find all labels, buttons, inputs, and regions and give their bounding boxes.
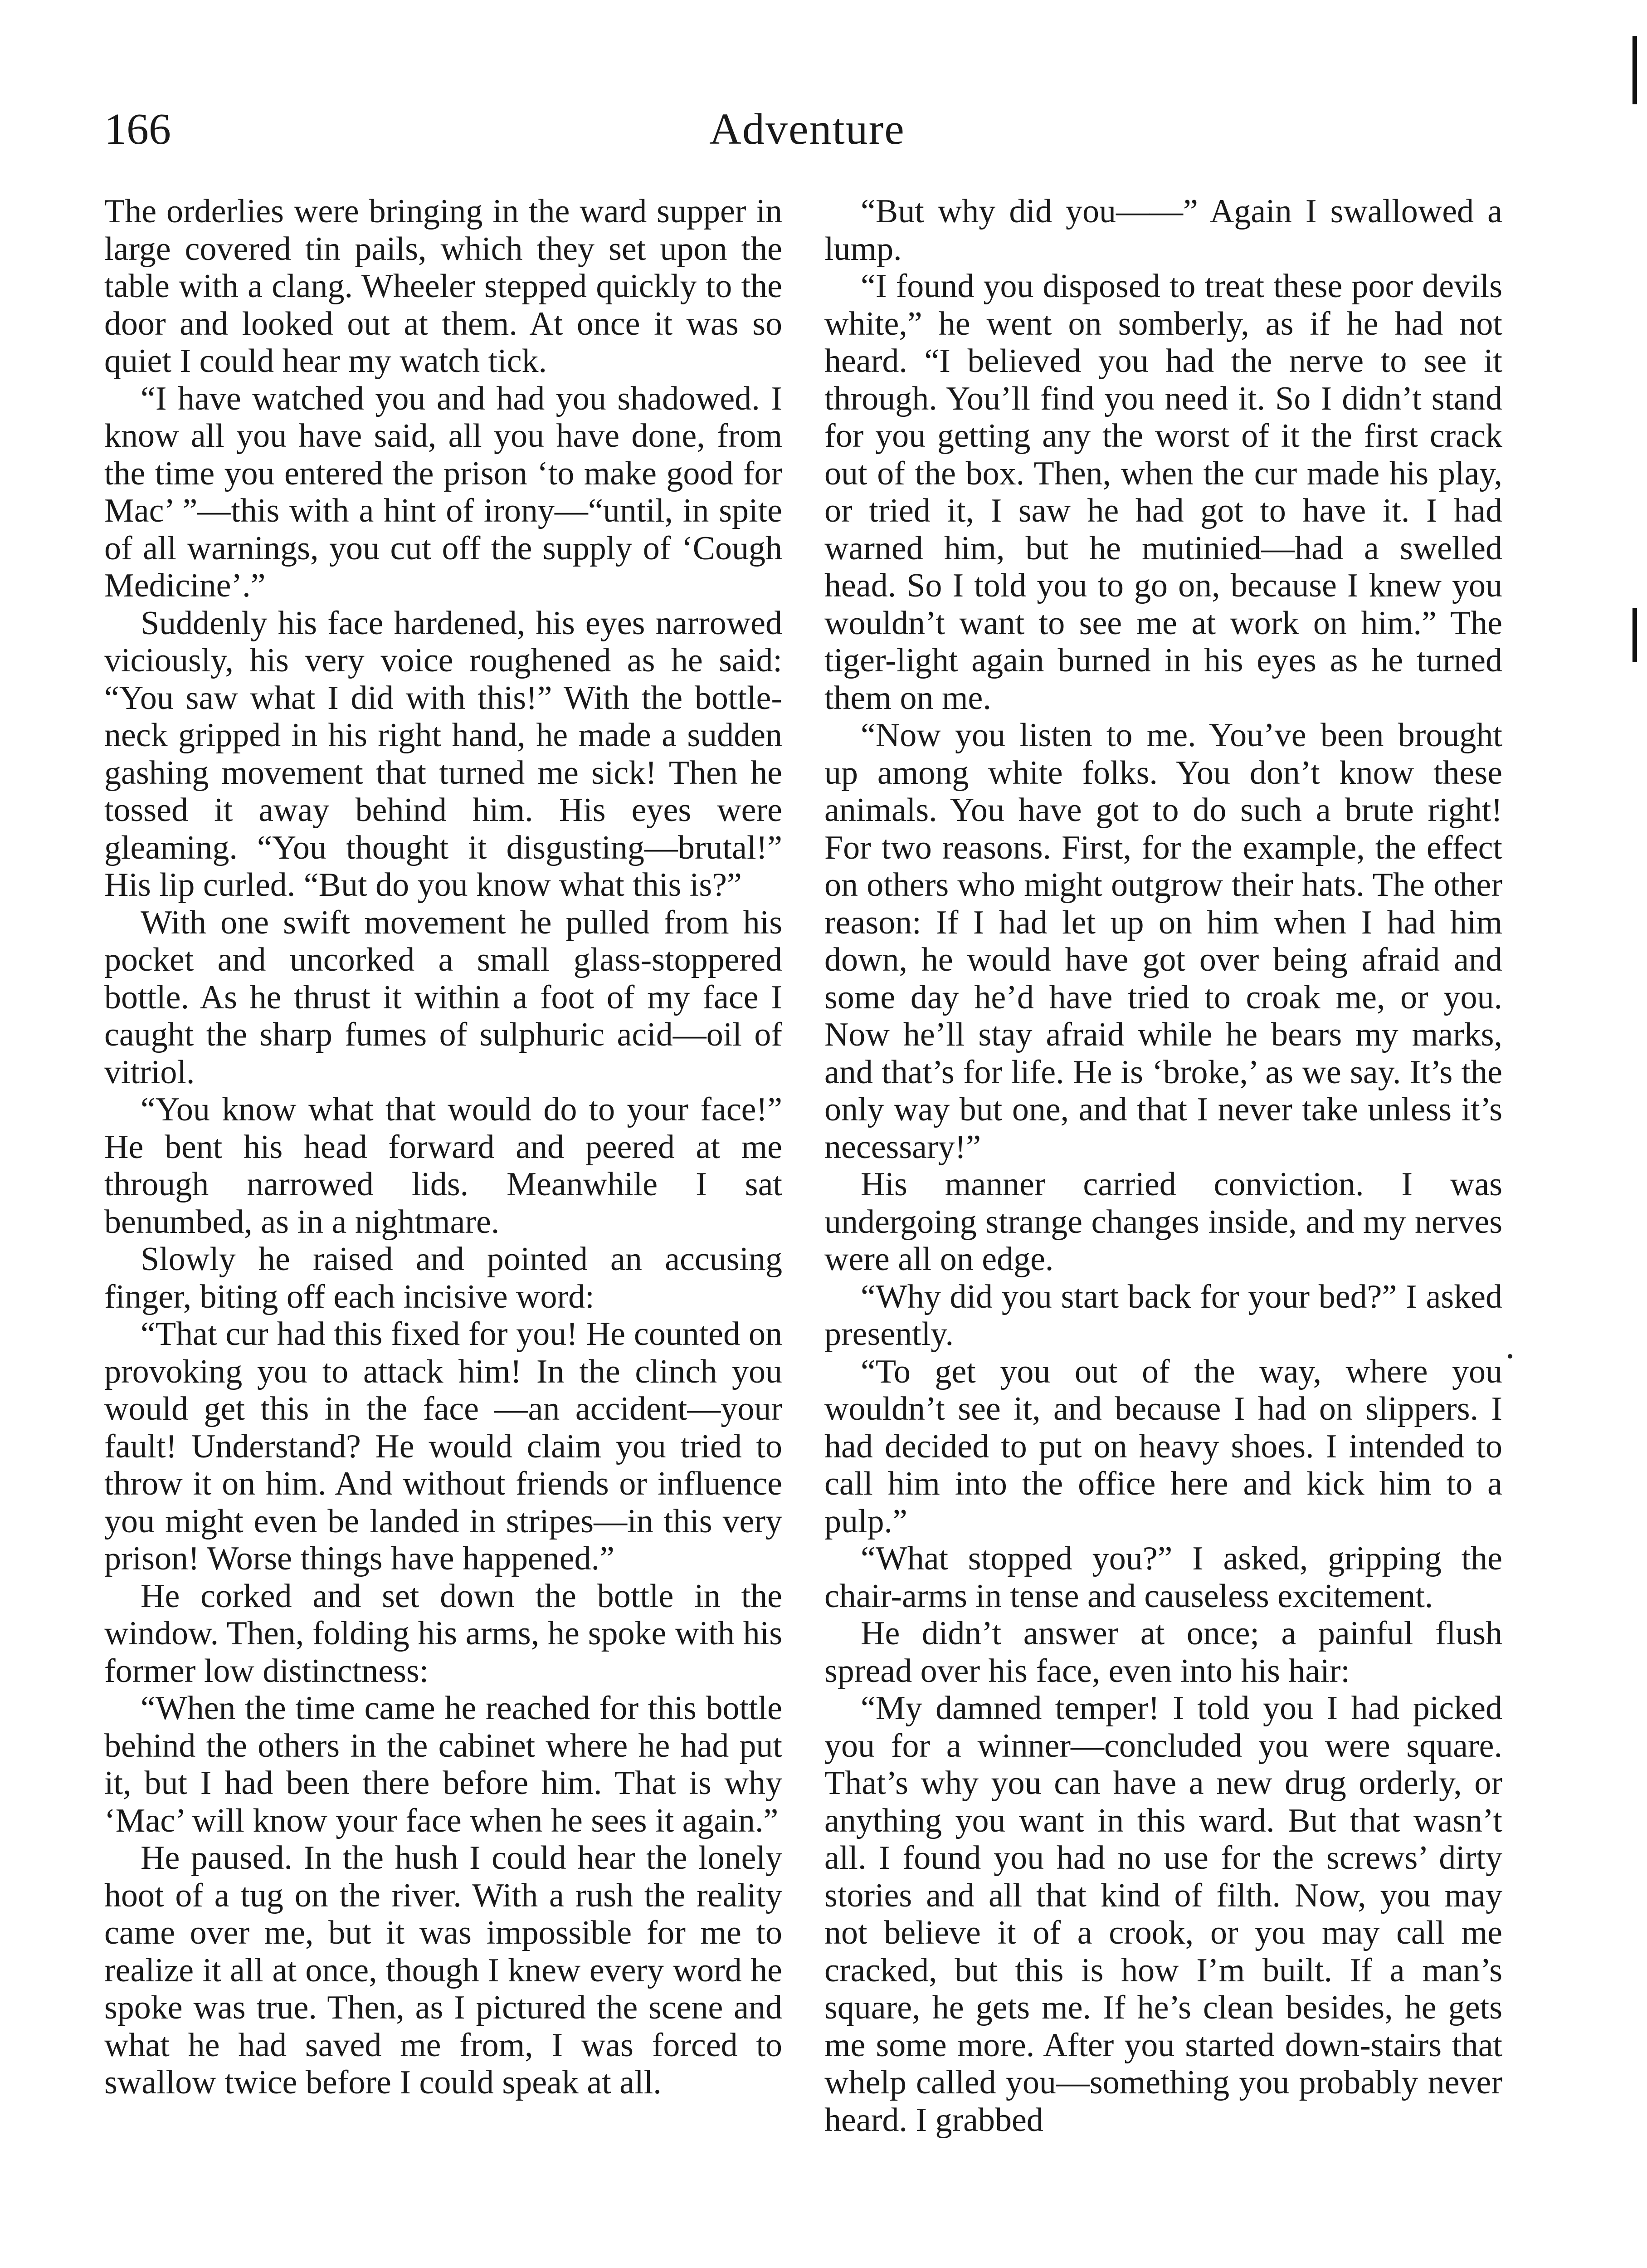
paragraph: The orderlies were bringing in the ward supper in large covered tin pails, which they set upon the table with a clang. Wheeler stepped quickly to the door and looked out at them. At once it was so quiet I could hear my watch tick.: [104, 193, 782, 380]
paragraph: With one swift movement he pulled from his pocket and uncorked a small glass-stoppered bottle. As he thrust it within a foot of my face I caught the sharp fumes of sulphuric acid—oil of vitriol.: [104, 904, 782, 1091]
running-head: Adventure: [709, 105, 905, 154]
edge-mark-top: [1632, 36, 1637, 104]
right-column: [824, 193, 1502, 2268]
paragraph: He didn’t answer at once; a painful flush spread over his face, even into his hair:: [824, 1615, 1502, 1690]
paragraph: “I have watched you and had you shadowed. I know all you have said, all you have done, from the time you entered the prison ‘to make good for Mac’ ”—this with a hint of irony—“until, in spite of all warnings, you cut off the supply of ‘Cough Medicine’.”: [104, 380, 782, 604]
edge-mark-middle: [1632, 608, 1637, 662]
paragraph: “That cur had this fixed for you! He counted on provoking you to attack him! In the clinch you would get this in the face —an accident—your fault! Understand? He would claim you tried to throw it on him. And without friends or influence you might even be landed in stripes—in this very prison! Worse things have happened.”: [104, 1315, 782, 1577]
paragraph: His manner carried conviction. I was undergoing strange changes inside, and my nerves were all on edge.: [824, 1166, 1502, 1278]
paragraph: He paused. In the hush I could hear the lonely hoot of a tug on the river. With a rush the reality came over me, but it was impossible for me to realize it all at once, though I knew every word he spoke was true. Then, as I pictured the scene and what he had saved me from, I was forced to swallow twice before I could speak at all.: [104, 1839, 782, 2101]
paragraph: “You know what that would do to your face!” He bent his head forward and peered at me through narrowed lids. Meanwhile I sat benumbed, as in a nightmare.: [104, 1091, 782, 1241]
page-header: [104, 98, 1510, 161]
paragraph: “I found you disposed to treat these poor devils white,” he went on somberly, as if he had not heard. “I believed you had the nerve to see it through. You’ll find you need it. So I didn’t stand for you getting any the worst of it the first crack out of the box. Then, when the cur made his play, or tried it, I saw he had got to have it. I had warned him, but he mutinied—had a swelled head. So I told you to go on, because I knew you wouldn’t want to see me at work on him.” The tiger-light again burned in his eyes as he turned them on me.: [824, 268, 1502, 717]
paragraph: “Why did you start back for your bed?” I asked presently.: [824, 1278, 1502, 1353]
paragraph: “Now you listen to me. You’ve been brought up among white folks. You don’t know these animals. You have got to do such a brute right! For two reasons. First, for the example, the effect on others who might outgrow their hats. The other reason: If I had let up on him when I had him down, he would have got over being afraid and some day he’d have tried to croak me, or you. Now he’ll stay afraid while he bears my marks, and that’s for life. He is ‘broke,’ as we say. It’s the only way but one, and that I never take unless it’s necessary!”: [824, 717, 1502, 1166]
stray-ink-dot: [1508, 1354, 1512, 1359]
page-number: 166: [104, 105, 171, 154]
paragraph: “To get you out of the way, where you wouldn’t see it, and because I had on slippers. I had decided to put on heavy shoes. I intended to call him into the office here and kick him to a pulp.”: [824, 1353, 1502, 1540]
paragraph: “My damned temper! I told you I had picked you for a winner—concluded you were square. That’s why you can have a new drug orderly, or anything you want in this ward. But that wasn’t all. I found you had no use for the screws’ dirty stories and all that kind of filth. Now, you may not believe it of a crook, or you may call me cracked, but this is how I’m built. If a man’s square, he gets me. If he’s clean besides, he gets me some more. After you started down-stairs that whelp called you—something you probably never heard. I grabbed: [824, 1690, 1502, 2139]
paragraph: “But why did you——” Again I swallowed a lump.: [824, 193, 1502, 268]
paragraph: “What stopped you?” I asked, gripping the chair-arms in tense and causeless excitement.: [824, 1540, 1502, 1615]
paragraph: Suddenly his face hardened, his eyes narrowed viciously, his very voice roughened as he said: “You saw what I did with this!” With the bottle-neck gripped in his right hand, he made a sudden gashing movement that turned me sick! Then he tossed it away behind him. His eyes were gleaming. “You thought it disgusting—brutal!” His lip curled. “But do you know what this is?”: [104, 604, 782, 904]
left-column: [104, 193, 782, 2268]
paragraph: He corked and set down the bottle in the window. Then, folding his arms, he spoke with his former low distinctness:: [104, 1577, 782, 1690]
paragraph: Slowly he raised and pointed an accusing finger, biting off each incisive word:: [104, 1241, 782, 1315]
paragraph: “When the time came he reached for this bottle behind the others in the cabinet where he had put it, but I had been there before him. That is why ‘Mac’ will know your face when he sees it again.”: [104, 1690, 782, 1839]
